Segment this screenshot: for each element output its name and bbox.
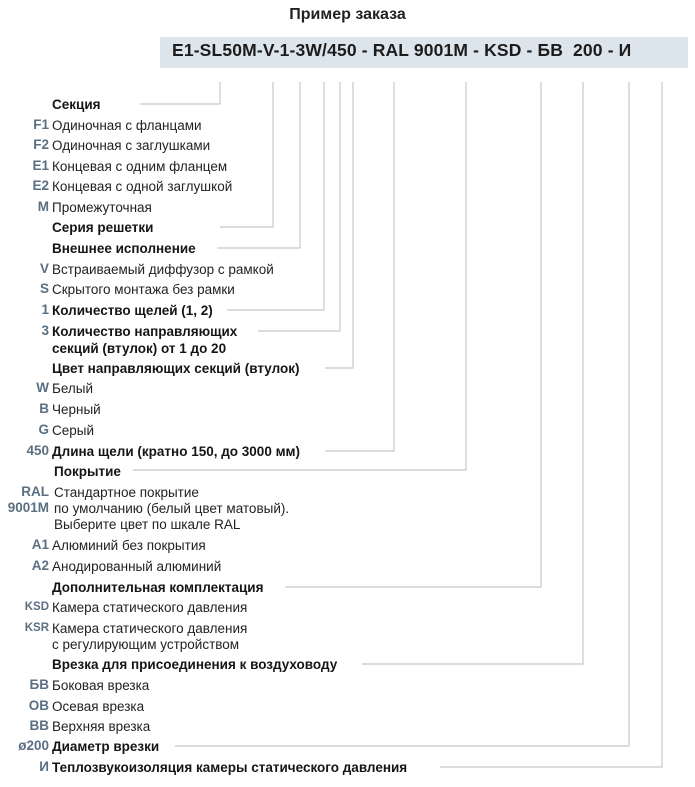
- key: И: [39, 759, 49, 774]
- row-extras-heading: [0, 579, 695, 599]
- text: Концевая с одним фланцем: [52, 159, 228, 174]
- text: Одиночная с фланцами: [52, 118, 202, 133]
- key: B: [39, 401, 49, 416]
- heading-insulation: Теплозвукоизоляция камеры статического давления: [52, 760, 408, 775]
- row-ral-3: [0, 516, 695, 536]
- key: БВ: [29, 677, 49, 692]
- key: KSR: [24, 622, 49, 634]
- list-item: [0, 422, 695, 442]
- text: по умолчанию (белый цвет матовый).: [54, 501, 290, 516]
- key: KSD: [24, 601, 49, 613]
- key: A1: [31, 537, 49, 552]
- key: ОВ: [28, 698, 49, 713]
- list-item: [0, 599, 695, 619]
- list-item: [0, 137, 695, 157]
- key: E2: [32, 178, 49, 193]
- row-insulation: [0, 759, 695, 779]
- key: 1: [41, 302, 49, 317]
- row-guides-2: [0, 340, 695, 360]
- text: Белый: [52, 381, 94, 396]
- key: 3: [41, 323, 49, 338]
- key: 9001M: [7, 500, 49, 515]
- text: Встраиваемый диффузор с рамкой: [52, 262, 274, 277]
- text: Камера статического давления: [52, 621, 248, 636]
- row-guide-color-heading: [0, 360, 695, 380]
- text: с регулирующим устройством: [52, 637, 240, 652]
- text: Стандартное покрытие: [54, 485, 199, 500]
- list-item: [0, 401, 695, 421]
- key: ø200: [18, 738, 49, 753]
- list-item: [0, 178, 695, 198]
- page-title: Пример заказа: [289, 6, 406, 23]
- list-item: [0, 380, 695, 400]
- text: Камера статического давления: [52, 600, 248, 615]
- key: F2: [33, 137, 49, 152]
- list-item: [0, 537, 695, 557]
- row-coating-heading: [0, 463, 695, 483]
- list-item: [0, 558, 695, 578]
- key: G: [38, 422, 49, 437]
- key: RAL: [21, 484, 49, 499]
- text: Скрытого монтажа без рамки: [52, 282, 235, 297]
- heading-slots: Количество щелей (1, 2): [52, 303, 213, 318]
- key: 450: [26, 443, 49, 458]
- row-length: [0, 443, 695, 463]
- list-item: [0, 718, 695, 738]
- list-item: [0, 677, 695, 697]
- heading-guides-line1: Количество направляющих: [52, 324, 238, 339]
- key: S: [39, 281, 49, 296]
- list-item: [0, 261, 695, 281]
- text: Серый: [52, 423, 95, 438]
- list-item: [0, 199, 695, 219]
- text: Боковая врезка: [52, 678, 150, 693]
- key: W: [36, 380, 49, 395]
- text: Осевая врезка: [52, 699, 145, 714]
- list-item: [0, 636, 695, 656]
- text: Черный: [52, 402, 101, 417]
- heading-extras: Дополнительная комплектация: [52, 580, 264, 595]
- heading-guides-line2: секций (втулок) от 1 до 20: [52, 341, 227, 356]
- key: M: [37, 199, 49, 214]
- list-item: [0, 117, 695, 137]
- heading-inlet: Врезка для присоединения к воздуховоду: [52, 657, 338, 672]
- row-diameter: [0, 738, 695, 758]
- row-section-heading: [0, 96, 695, 116]
- text: Одиночная с заглушками: [52, 138, 211, 153]
- heading-diameter: Диаметр врезки: [52, 739, 160, 754]
- row-series-heading: [0, 219, 695, 239]
- key: ВВ: [29, 718, 49, 733]
- key: A2: [31, 558, 49, 573]
- heading-guide-color: Цвет направляющих секций (втулок): [52, 361, 300, 376]
- heading-series: Серия решетки: [52, 220, 154, 235]
- heading-length: Длина щели (кратно 150, до 3000 мм): [52, 444, 301, 459]
- row-exterior-heading: [0, 240, 695, 260]
- text: Анодированный алюминий: [52, 559, 222, 574]
- key: E1: [32, 158, 49, 173]
- heading-section: Секция: [52, 97, 101, 112]
- text: Промежуточная: [52, 200, 152, 215]
- list-item: [0, 281, 695, 301]
- row-inlet-heading: [0, 656, 695, 676]
- text: Концевая с одной заглушкой: [52, 179, 233, 194]
- list-item: [0, 158, 695, 178]
- key: V: [39, 261, 49, 276]
- text: Алюминий без покрытия: [52, 538, 206, 553]
- key: F1: [33, 117, 49, 132]
- heading-exterior: Внешнее исполнение: [52, 241, 196, 256]
- heading-coating: Покрытие: [54, 464, 121, 479]
- row-slots: [0, 302, 695, 322]
- text: Верхняя врезка: [52, 719, 151, 734]
- text: Выберите цвет по шкале RAL: [54, 517, 241, 532]
- order-code: E1-SL50M-V-1-3W/450 - RAL 9001M - KSD - БВ 200 - И: [172, 40, 632, 60]
- list-item: [0, 698, 695, 718]
